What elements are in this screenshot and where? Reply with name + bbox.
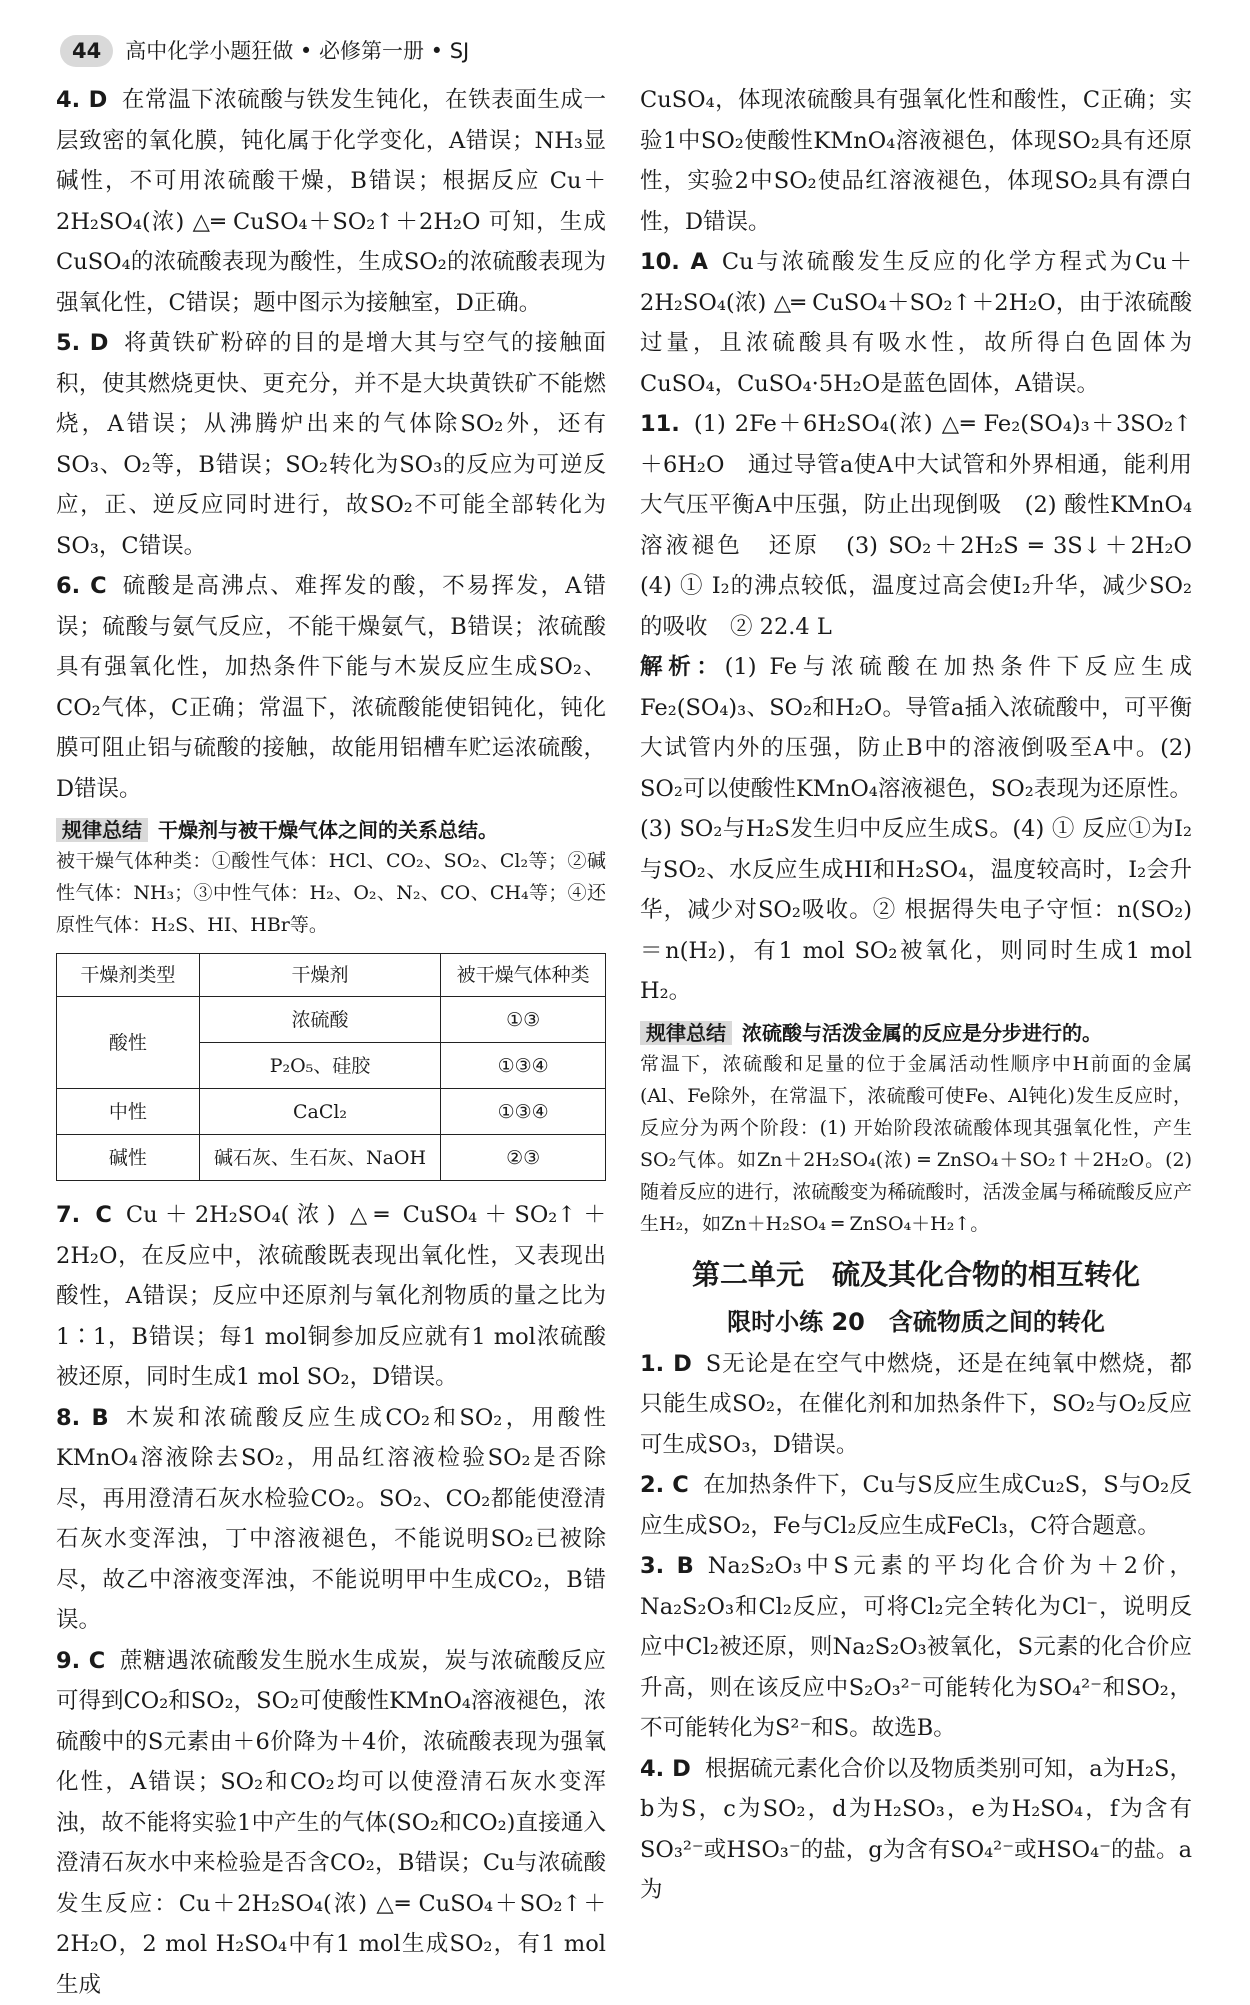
- book-title: 高中化学小题狂做 • 必修第一册 • SJ: [125, 31, 469, 72]
- unit-title: 第二单元 硫及其化合物的相互转化: [640, 1250, 1192, 1300]
- analysis: 解析：(1) Fe与浓硫酸在加热条件下反应生成Fe₂(SO₄)₃、SO₂和H₂O。导管a插入浓硫酸中，可平衡大试管内外的压强，防止B中的溶液倒吸至A中。(2) SO₂可以使酸性KMnO₄溶液褪色，SO₂表现为还原性。(3) SO₂与H₂S发生归中反应生成S。(4) ① 反应①为I₂与SO₂、水反应生成HI和H₂SO₄，温度较高时，I₂会升华，减少对SO₂吸收。② 根据得失电子守恒：n(SO₂)＝n(H₂)，有1 mol SO₂被氧化，则同时生成1 mol H₂。: [640, 647, 1192, 1012]
- answer-q9: 9. C 蔗糖遇浓硫酸发生脱水生成炭，炭与浓硫酸反应可得到CO₂和SO₂，SO₂可使酸性KMnO₄溶液褪色，浓硫酸中的S元素由＋6价降为＋4价，浓硫酸表现为强氧化性，A错误；SO₂和CO₂均可以使澄清石灰水变浑浊，故不能将实验1中产生的气体(SO₂和CO₂)直接通入澄清石灰水中来检验是否含CO₂，B错误；Cu与浓硫酸发生反应：Cu＋2H₂SO₄(浓) △═ CuSO₄＋SO₂↑＋2H₂O，2 mol H₂SO₄中有1 mol生成SO₂，有1 mol生成: [56, 1641, 606, 2005]
- table-row: [57, 997, 606, 1043]
- answer-q10: 10. A Cu与浓硫酸发生反应的化学方程式为Cu＋2H₂SO₄(浓) △═ CuSO₄＋SO₂↑＋2H₂O，由于浓硫酸过量，且浓硫酸具有吸水性，故所得白色固体为CuSO₄，CuSO₄·5H₂O是蓝色固体，A错误。: [640, 242, 1192, 404]
- table-row: [57, 1135, 606, 1181]
- right-column: [640, 80, 1192, 1911]
- page-number: 44: [60, 35, 113, 67]
- table-cell-agent: CaCl₂: [199, 1089, 441, 1135]
- rule-summary-desiccants: [56, 815, 606, 941]
- left-column: [56, 80, 606, 2005]
- answer-q8: 8. B 木炭和浓硫酸反应生成CO₂和SO₂，用酸性KMnO₄溶液除去SO₂，用品红溶液检验SO₂是否除尽，再用澄清石灰水检验CO₂。SO₂、CO₂都能使澄清石灰水变浑浊，丁中溶液褪色，不能说明SO₂已被除尽，故乙中溶液变浑浊，不能说明甲中生成CO₂，B错误。: [56, 1398, 606, 1641]
- rule-summary-sulfuric-acid: [640, 1018, 1192, 1240]
- answer-l4: 4. D 根据硫元素化合价以及物质类别可知，a为H₂S，b为S，c为SO₂，d为H₂SO₃，e为H₂SO₄，f为含有SO₃²⁻或HSO₃⁻的盐，g为含有SO₄²⁻或HSO₄⁻的盐。a为: [640, 1749, 1192, 1911]
- answer-q6: 6. C 硫酸是高沸点、难挥发的酸，不易挥发，A错误；硫酸与氨气反应，不能干燥氨气，B错误；浓硫酸具有强氧化性，加热条件下能与木炭反应生成SO₂、CO₂气体，C正确；常温下，浓硫酸能使铝钝化，钝化膜可阻止铝与硫酸的接触，故能用铝槽车贮运浓硫酸，D错误。: [56, 566, 606, 809]
- table-header: 被干燥气体种类: [441, 954, 606, 997]
- rule-title: 浓硫酸与活泼金属的反应是分步进行的。: [742, 1021, 1102, 1045]
- table-cell-gases: ①③: [441, 997, 606, 1043]
- answer-q11: 11. (1) 2Fe＋6H₂SO₄(浓) △═ Fe₂(SO₄)₃＋3SO₂↑＋6H₂O 通过导管a使A中大试管和外界相通，能利用大气压平衡A中压强，防止出现倒吸 (2) 酸性KMnO₄溶液褪色 还原 (3) SO₂＋2H₂S ═ 3S↓＋2H₂O (4) ① I₂的沸点较低，温度过高会使I₂升华，减少SO₂的吸收 ② 22.4 L: [640, 404, 1192, 647]
- table-cell-type: 酸性: [57, 997, 200, 1089]
- page-header: [60, 34, 469, 68]
- answer-l2: 2. C 在加热条件下，Cu与S反应生成Cu₂S，S与O₂反应生成SO₂，Fe与Cl₂反应生成FeCl₃，C符合题意。: [640, 1465, 1192, 1546]
- rule-tag: 规律总结: [56, 818, 148, 842]
- answer-q9-continued: CuSO₄，体现浓硫酸具有强氧化性和酸性，C正确；实验1中SO₂使酸性KMnO₄溶液褪色，体现SO₂具有还原性，实验2中SO₂使品红溶液褪色，体现SO₂具有漂白性，D错误。: [640, 80, 1192, 242]
- desiccant-table: [56, 953, 606, 1181]
- table-cell-agent: 碱石灰、生石灰、NaOH: [199, 1135, 441, 1181]
- rule-tag: 规律总结: [640, 1021, 732, 1045]
- table-cell-gases: ②③: [441, 1135, 606, 1181]
- answer-l3: 3. B Na₂S₂O₃中S元素的平均化合价为＋2价，Na₂S₂O₃和Cl₂反应，可将Cl₂完全转化为Cl⁻，说明反应中Cl₂被还原，则Na₂S₂O₃被氧化，S元素的化合价应升高，则在该反应中S₂O₃²⁻可能转化为SO₄²⁻和SO₂，不可能转化为S²⁻和S。故选B。: [640, 1546, 1192, 1749]
- rule-body: 被干燥气体种类：①酸性气体：HCl、CO₂、SO₂、Cl₂等；②碱性气体：NH₃；③中性气体：H₂、O₂、N₂、CO、CH₄等；④还原性气体：H₂S、HI、HBr等。: [56, 845, 606, 941]
- answer-q5: 5. D 将黄铁矿粉碎的目的是增大其与空气的接触面积，使其燃烧更快、更充分，并不是大块黄铁矿不能燃烧，A错误；从沸腾炉出来的气体除SO₂外，还有SO₃、O₂等，B错误；SO₂转化为SO₃的反应为可逆反应，正、逆反应同时进行，故SO₂不可能全部转化为SO₃，C错误。: [56, 323, 606, 566]
- answer-q7: 7. C Cu＋2H₂SO₄(浓) △═ CuSO₄＋SO₂↑＋2H₂O，在反应中，浓硫酸既表现出氧化性，又表现出酸性，A错误；反应中还原剂与氧化剂物质的量之比为1∶1，B错误；每1 mol铜参加反应就有1 mol浓硫酸被还原，同时生成1 mol SO₂，D错误。: [56, 1195, 606, 1398]
- answer-l1: 1. D S无论是在空气中燃烧，还是在纯氧中燃烧，都只能生成SO₂，在催化剂和加热条件下，SO₂与O₂反应可生成SO₃，D错误。: [640, 1344, 1192, 1466]
- table-header: 干燥剂类型: [57, 954, 200, 997]
- lesson-title: 限时小练 20 含硫物质之间的转化: [640, 1300, 1192, 1344]
- rule-body: 常温下，浓硫酸和足量的位于金属活动性顺序中H前面的金属(Al、Fe除外，在常温下，浓硫酸可使Fe、Al钝化)发生反应时，反应分为两个阶段：(1) 开始阶段浓硫酸体现其强氧化性，产生SO₂气体。如Zn＋2H₂SO₄(浓) ═ ZnSO₄＋SO₂↑＋2H₂O。(2) 随着反应的进行，浓硫酸变为稀硫酸时，活泼金属与稀硫酸反应产生H₂，如Zn＋H₂SO₄ ═ ZnSO₄＋H₂↑。: [640, 1048, 1192, 1240]
- answer-q4: 4. D 在常温下浓硫酸与铁发生钝化，在铁表面生成一层致密的氧化膜，钝化属于化学变化，A错误；NH₃显碱性，不可用浓硫酸干燥，B错误；根据反应 Cu＋2H₂SO₄(浓) △═ CuSO₄＋SO₂↑＋2H₂O 可知，生成CuSO₄的浓硫酸表现为酸性，生成SO₂的浓硫酸表现为强氧化性，C错误；题中图示为接触室，D正确。: [56, 80, 606, 323]
- table-cell-gases: ①③④: [441, 1089, 606, 1135]
- table-cell-type: 中性: [57, 1089, 200, 1135]
- table-row: [57, 1089, 606, 1135]
- rule-title: 干燥剂与被干燥气体之间的关系总结。: [158, 818, 498, 842]
- table-cell-type: 碱性: [57, 1135, 200, 1181]
- table-header-row: [57, 954, 606, 997]
- table-header: 干燥剂: [199, 954, 441, 997]
- table-cell-gases: ①③④: [441, 1043, 606, 1089]
- table-cell-agent: 浓硫酸: [199, 997, 441, 1043]
- table-cell-agent: P₂O₅、硅胶: [199, 1043, 441, 1089]
